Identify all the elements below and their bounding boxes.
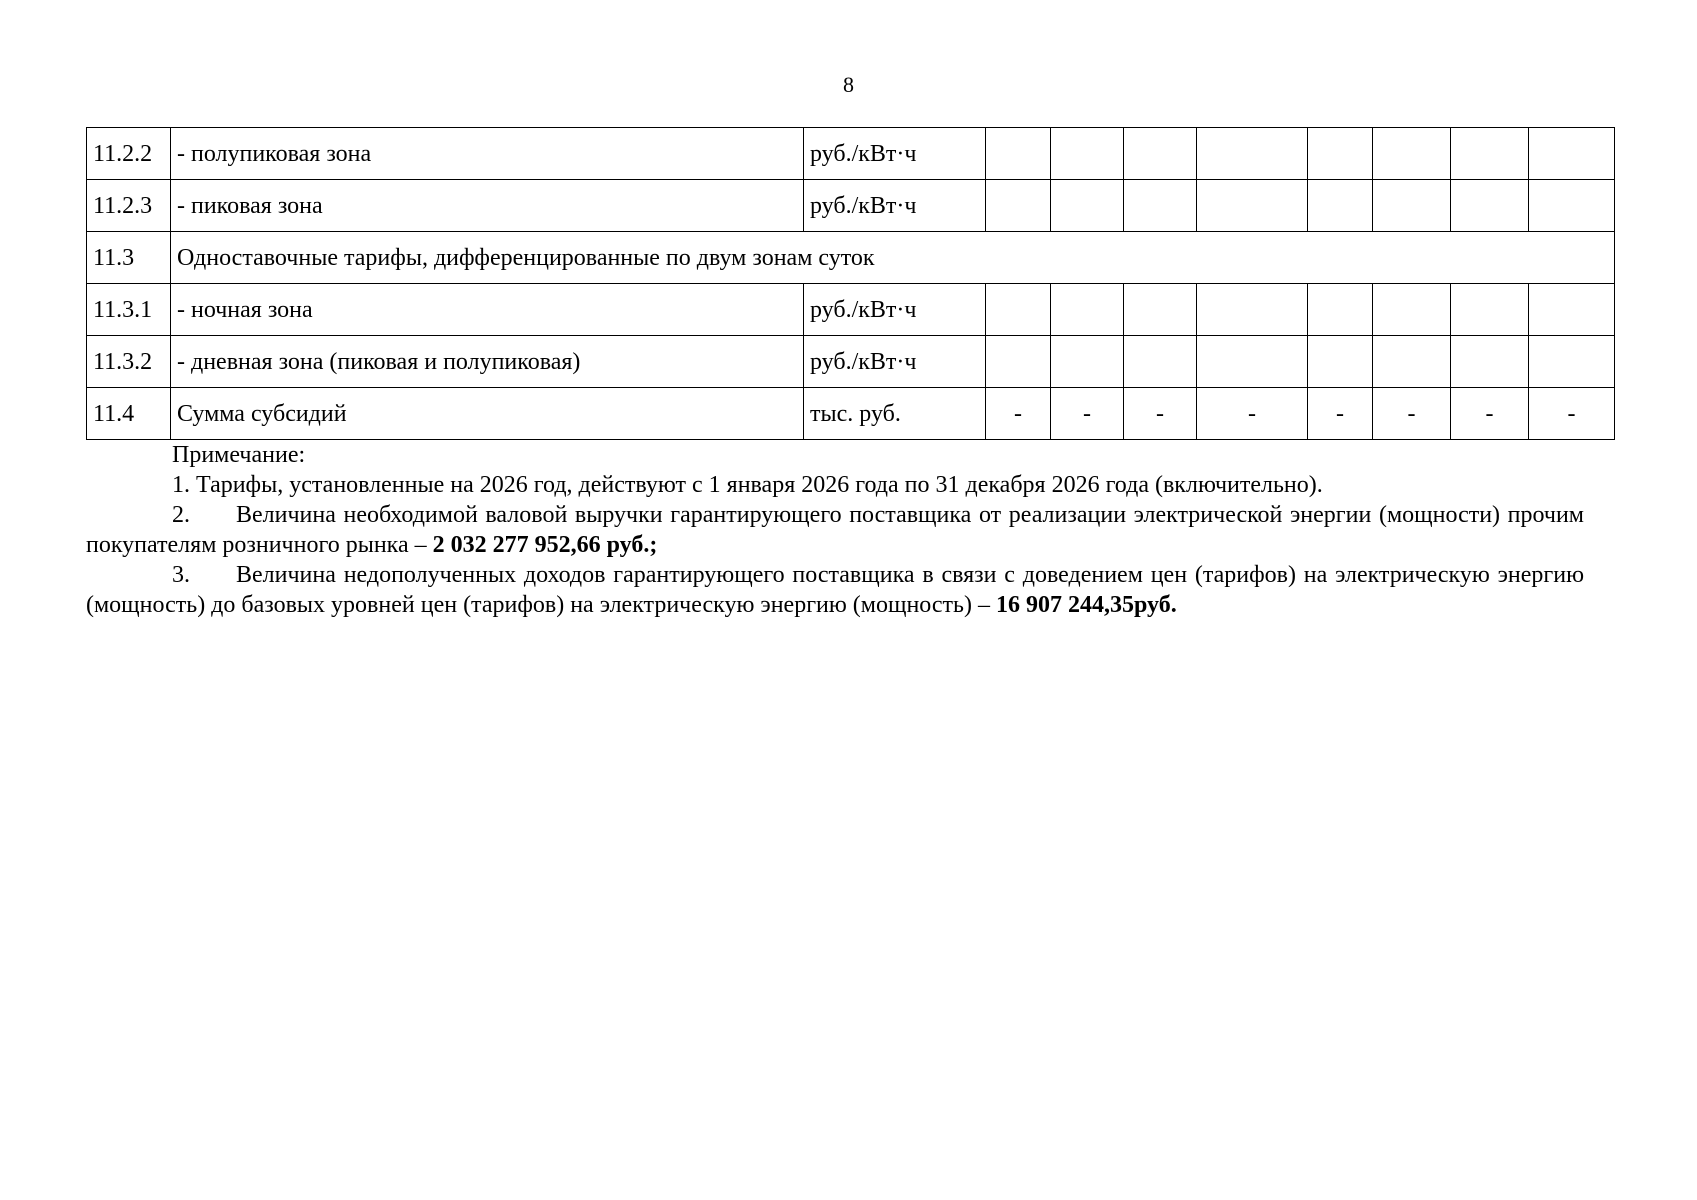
value-cell: [1051, 128, 1124, 180]
note-2-text: Величина необходимой валовой выручки гарантирующего поставщика от реализации электрической энергии (мощности) прочим покупателям розничного рынка –: [86, 502, 1584, 558]
value-cell: [1197, 284, 1308, 336]
value-cell: -: [1197, 388, 1308, 440]
row-name: - пиковая зона: [171, 180, 804, 232]
table-body: [87, 128, 1615, 440]
note-2-number: 2.: [172, 502, 190, 528]
row-number: 11.3.1: [87, 284, 171, 336]
value-cell: [1308, 336, 1373, 388]
row-number: 11.3: [87, 232, 171, 284]
table-row: [87, 180, 1615, 232]
value-cell: [1451, 128, 1529, 180]
value-cell: [986, 284, 1051, 336]
value-cell: [1373, 284, 1451, 336]
table-row: [87, 284, 1615, 336]
value-cell: -: [1124, 388, 1197, 440]
value-cell: [1373, 128, 1451, 180]
value-cell: [1051, 180, 1124, 232]
value-cell: -: [986, 388, 1051, 440]
value-cell: [1529, 336, 1615, 388]
notes-section: [86, 440, 1584, 620]
value-cell: [1373, 180, 1451, 232]
value-cell: [1197, 336, 1308, 388]
value-cell: [1308, 180, 1373, 232]
value-cell: [1124, 128, 1197, 180]
value-cell: [1451, 180, 1529, 232]
note-1: 1. Тарифы, установленные на 2026 год, действуют с 1 января 2026 года по 31 декабря 2026 года (включительно).: [172, 472, 1323, 498]
row-number: 11.4: [87, 388, 171, 440]
row-name: Сумма субсидий: [171, 388, 804, 440]
value-cell: [1529, 128, 1615, 180]
note-3-number: 3.: [172, 562, 190, 588]
value-cell: [1124, 336, 1197, 388]
value-cell: -: [1451, 388, 1529, 440]
value-cell: -: [1373, 388, 1451, 440]
row-name: Одноставочные тарифы, дифференцированные по двум зонам суток: [171, 232, 1615, 284]
row-name: - ночная зона: [171, 284, 804, 336]
row-number: 11.2.3: [87, 180, 171, 232]
value-cell: [1197, 128, 1308, 180]
table-row: [87, 232, 1615, 284]
value-cell: [1529, 284, 1615, 336]
value-cell: -: [1308, 388, 1373, 440]
value-cell: [986, 128, 1051, 180]
value-cell: [1451, 284, 1529, 336]
value-cell: [1308, 128, 1373, 180]
row-unit: руб./кВт·ч: [804, 180, 986, 232]
value-cell: [1197, 180, 1308, 232]
table-row: [87, 128, 1615, 180]
value-cell: [1124, 180, 1197, 232]
value-cell: [1529, 180, 1615, 232]
row-unit: тыс. руб.: [804, 388, 986, 440]
value-cell: [1451, 336, 1529, 388]
row-unit: руб./кВт·ч: [804, 128, 986, 180]
notes-heading: Примечание:: [172, 442, 306, 468]
value-cell: [986, 180, 1051, 232]
table-row: [87, 388, 1615, 440]
note-3-amount: 16 907 244,35руб.: [995, 592, 1177, 618]
value-cell: [1124, 284, 1197, 336]
table-row: [87, 336, 1615, 388]
value-cell: -: [1051, 388, 1124, 440]
note-3: [86, 560, 1584, 620]
value-cell: [1051, 336, 1124, 388]
value-cell: [1308, 284, 1373, 336]
row-number: 11.2.2: [87, 128, 171, 180]
row-number: 11.3.2: [87, 336, 171, 388]
value-cell: -: [1529, 388, 1615, 440]
value-cell: [1373, 336, 1451, 388]
value-cell: [986, 336, 1051, 388]
row-name: - полупиковая зона: [171, 128, 804, 180]
note-2-amount: 2 032 277 952,66 руб.;: [432, 532, 658, 558]
tariff-table: [86, 127, 1615, 440]
note-3-text: Величина недополученных доходов гарантирующего поставщика в связи с доведением цен (тарифов) на электрическую энергию (мощность) до базовых уровней цен (тарифов) на электрическую энергию (мощность) –: [86, 562, 1584, 618]
page-number: 8: [843, 72, 854, 97]
value-cell: [1051, 284, 1124, 336]
note-2: [86, 500, 1584, 560]
row-unit: руб./кВт·ч: [804, 284, 986, 336]
row-unit: руб./кВт·ч: [804, 336, 986, 388]
row-name: - дневная зона (пиковая и полупиковая): [171, 336, 804, 388]
